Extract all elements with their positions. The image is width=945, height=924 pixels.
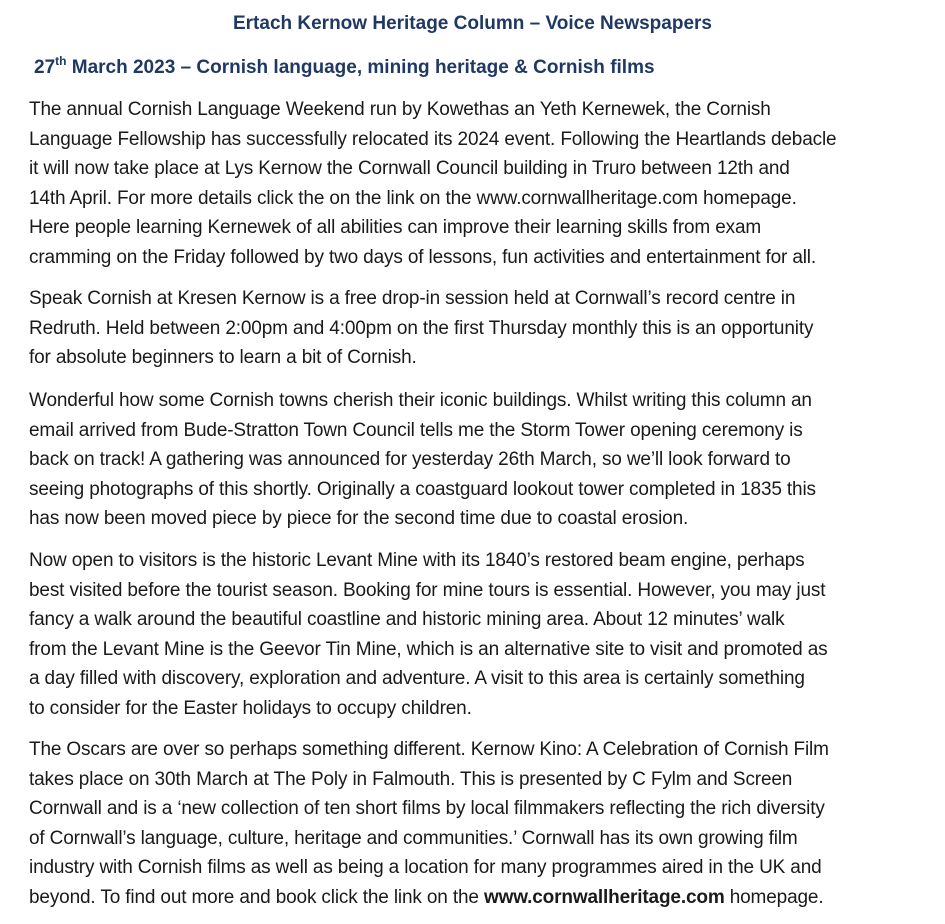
paragraph-line: The annual Cornish Language Weekend run by Kowethas an Yeth Kernewek, the Cornish [29, 99, 771, 120]
paragraph-line: it will now take place at Lys Kernow the Cornwall Council building in Truro between 12th and [29, 158, 790, 179]
paragraph-line: Speak Cornish at Kresen Kernow is a free drop-in session held at Cornwall’s record centre in [29, 288, 796, 309]
paragraph-line: to consider for the Easter holidays to occupy children. [29, 697, 472, 719]
paragraph-storm-tower [29, 386, 919, 534]
date-heading-text: March 2023 – Cornish language, mining heritage & Cornish films [66, 57, 655, 78]
paragraph-language-weekend [29, 95, 919, 272]
paragraph-kernow-kino [29, 735, 919, 912]
paragraph-levant-mine [29, 546, 919, 723]
column-date-heading [34, 53, 655, 80]
paragraph-line: Language Fellowship has successfully relocated its 2024 event. Following the Heartlands debacle [29, 128, 837, 150]
paragraph-line: from the Levant Mine is the Geevor Tin Mine, which is an alternative site to visit and promoted as [29, 638, 828, 660]
paragraph-line: Cornwall and is a ‘new collection of ten short films by local filmmakers reflecting the rich diversity [29, 798, 825, 819]
paragraph-line: Redruth. Held between 2:00pm and 4:00pm on the first Thursday monthly this is an opportunity [29, 317, 814, 339]
paragraph-line: Now open to visitors is the historic Levant Mine with its 1840’s restored beam engine, perhaps [29, 550, 805, 571]
paragraph-line: industry with Cornish films as well as being a location for many programmes aired in the UK and [29, 857, 822, 878]
paragraph-line: takes place on 30th March at The Poly in Falmouth. This is presented by C Fylm and Screen [29, 768, 793, 790]
paragraph-line: email arrived from Bude-Stratton Town Council tells me the Storm Tower opening ceremony is [29, 419, 803, 441]
last-line-text: beyond. To find out more and book click the link on the [29, 886, 484, 908]
paragraph-line: back on track! A gathering was announced for yesterday 26th March, so we’ll look forward to [29, 449, 791, 470]
paragraph-line: seeing photographs of this shortly. Originally a coastguard lookout tower completed in 1835 this [29, 478, 816, 500]
paragraph-line: The Oscars are over so perhaps something different. Kernow Kino: A Celebration of Cornish Film [29, 739, 829, 760]
paragraph-line: a day filled with discovery, exploration and adventure. A visit to this area is certainly something [29, 668, 805, 689]
paragraph-line: Here people learning Kernewek of all abilities can improve their learning skills from exam [29, 217, 762, 238]
paragraph-line: has now been moved piece by piece for the second time due to coastal erosion. [29, 508, 689, 529]
paragraph-line: cramming on the Friday followed by two days of lessons, fun activities and entertainment for all. [29, 246, 817, 268]
paragraph-line: Wonderful how some Cornish towns cherish their iconic buildings. Whilst writing this column an [29, 390, 812, 411]
cornwall-heritage-link[interactable]: www.cornwallheritage.com [483, 886, 725, 908]
date-ordinal-suffix: th [55, 53, 67, 68]
paragraph-line: 14th April. For more details click the on the link on the www.cornwallheritage.com homepage. [29, 187, 797, 209]
date-day: 27 [34, 57, 56, 78]
paragraph-speak-cornish [29, 284, 919, 373]
last-line-suffix: homepage. [724, 886, 824, 908]
paragraph-line: for absolute beginners to learn a bit of Cornish. [29, 347, 417, 368]
paragraph-line-last [29, 883, 919, 913]
paragraph-line: of Cornwall’s language, culture, heritage and communities.’ Cornwall has its own growing film [29, 827, 798, 849]
paragraph-line: best visited before the tourist season. Booking for mine tours is essential. However, you may just [29, 579, 826, 601]
paragraph-line: fancy a walk around the beautiful coastline and historic mining area. About 12 minutes’ walk [29, 609, 785, 630]
column-title: Ertach Kernow Heritage Column – Voice Newspapers [232, 13, 712, 34]
